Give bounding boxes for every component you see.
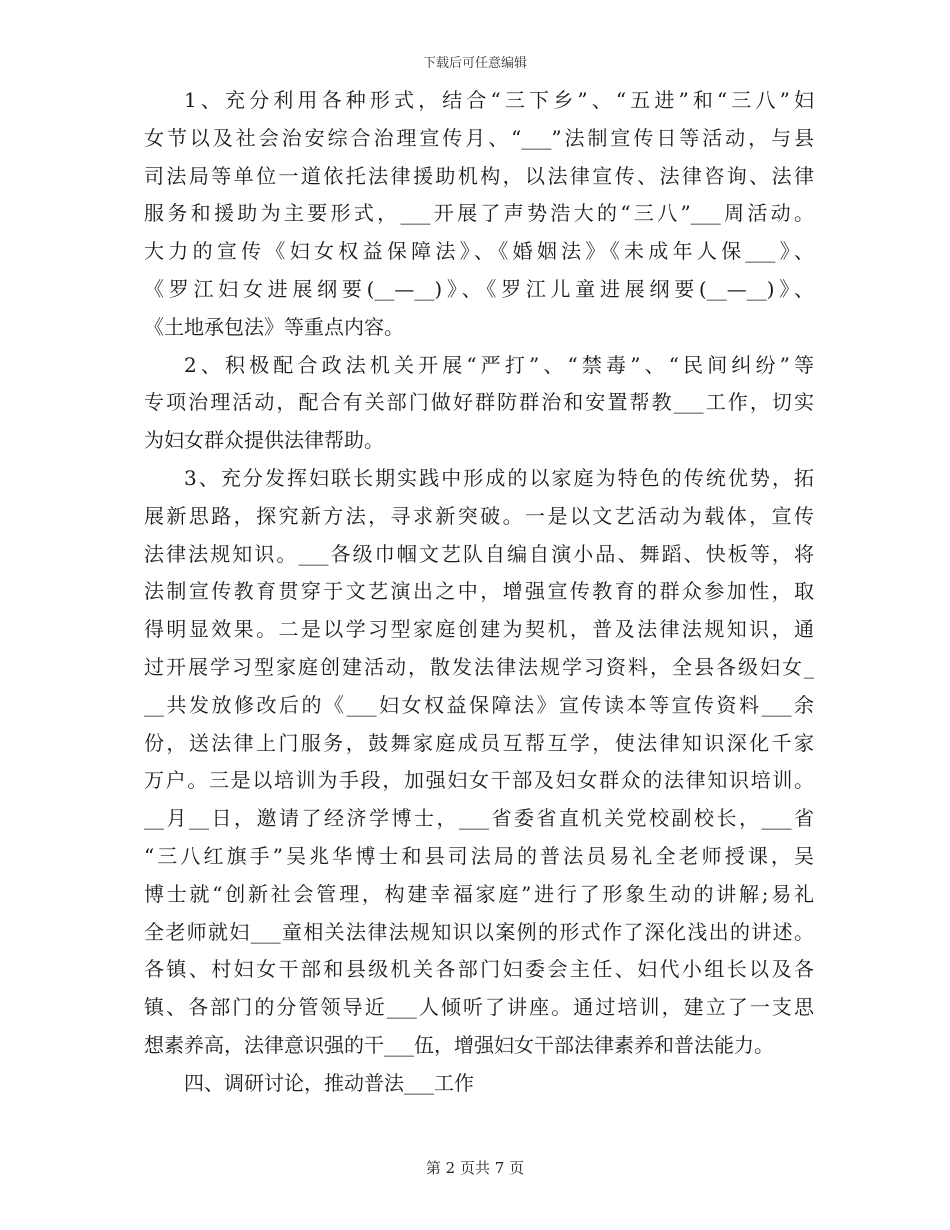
paragraph-2: [144, 347, 814, 460]
paragraph-line: 《土地承包法》等重点内容。: [144, 314, 404, 339]
paragraph-line: 《罗江妇女进展纲要(__—__)》、《罗江儿童进展纲要(__—__)》、: [144, 276, 814, 301]
page-footer: 第 2 页共 7 页: [425, 1159, 525, 1177]
paragraph-line: __月__日，邀请了经济学博士，___省委省直机关党校副校长，___省: [144, 806, 814, 831]
section-heading-line: 四、调研讨论，推动普法___工作: [184, 1070, 474, 1095]
paragraph-line: 为妇女群众提供法律帮助。: [144, 428, 384, 453]
document-body: [144, 82, 814, 1103]
paragraph-line: 全老师就妇___童相关法律法规知识以案例的形式作了深化浅出的讲述。: [144, 919, 814, 944]
paragraph-line: 专项治理活动，配合有关部门做好群防群治和安置帮教___工作，切实: [144, 390, 814, 415]
section-heading: [144, 1065, 814, 1103]
paragraph-3: [144, 460, 814, 1065]
paragraph-line: 服务和援助为主要形式，___开展了声势浩大的“三八”___周活动。: [144, 201, 814, 226]
paragraph-1: [144, 82, 814, 347]
paragraph-line: 女节以及社会治安综合治理宣传月、“___”法制宣传日等活动，与县: [144, 125, 814, 150]
paragraph-line: 3、充分发挥妇联长期实践中形成的以家庭为特色的传统优势，拓: [184, 465, 814, 490]
paragraph-line: 万户。三是以培训为手段，加强妇女干部及妇女群众的法律知识培训。: [144, 768, 814, 793]
paragraph-line: 1、充分利用各种形式，结合“三下乡”、“五进”和“三八”妇: [184, 88, 814, 112]
paragraph-line: “三八红旗手”吴兆华博士和县司法局的普法员易礼全老师授课，吴: [144, 843, 814, 868]
paragraph-line: 份，送法律上门服务，鼓舞家庭成员互帮互学，使法律知识深化千家: [144, 730, 814, 755]
paragraph-line: 过开展学习型家庭创建活动，散发法律法规学习资料，全县各级妇女_: [144, 654, 814, 679]
paragraph-line: __共发放修改后的《___妇女权益保障法》宣传读本等宣传资料___余: [144, 692, 814, 717]
paragraph-line: 镇、各部门的分管领导近___人倾听了讲座。通过培训，建立了一支思: [144, 995, 814, 1020]
paragraph-line: 法制宣传教育贯穿于文艺演出之中，增强宣传教育的群众参加性，取: [144, 579, 814, 604]
paragraph-line: 想素养高，法律意识强的干___伍，增强妇女干部法律素养和普法能力。: [144, 1032, 774, 1057]
paragraph-line: 2、积极配合政法机关开展“严打”、“禁毒”、“民间纠纷”等: [184, 352, 814, 377]
paragraph-line: 展新思路，探究新方法，寻求新突破。一是以文艺活动为载体，宣传: [144, 503, 814, 528]
paragraph-line: 司法局等单位一道依托法律援助机构，以法律宣传、法律咨询、法律: [144, 163, 814, 188]
paragraph-line: 法律法规知识。___各级巾帼文艺队自编自演小品、舞蹈、快板等，将: [144, 541, 814, 566]
paragraph-line: 各镇、村妇女干部和县级机关各部门妇委会主任、妇代小组长以及各: [144, 957, 814, 982]
paragraph-line: 得明显效果。二是以学习型家庭创建为契机，普及法律法规知识，通: [144, 617, 814, 642]
page-header: 下载后可任意编辑: [422, 56, 527, 71]
paragraph-line: 大力的宣传《妇女权益保障法》、《婚姻法》《未成年人保___》、: [144, 239, 814, 264]
paragraph-line: 博士就“创新社会管理，构建幸福家庭”进行了形象生动的讲解;易礼: [144, 881, 814, 906]
